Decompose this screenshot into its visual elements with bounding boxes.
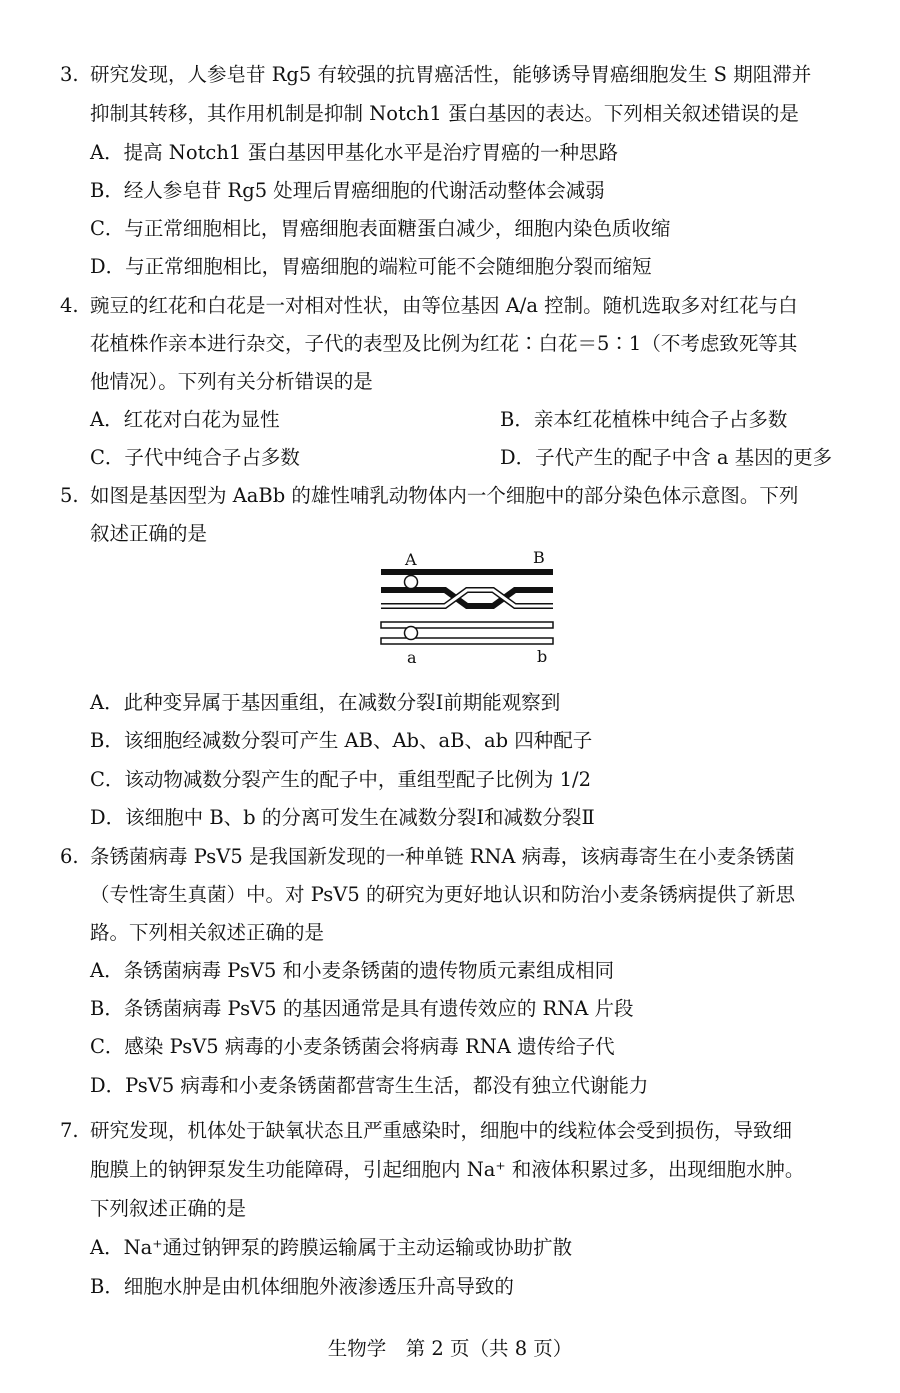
question-5-option-b: B．该细胞经减数分裂可产生 AB、Ab、aB、ab 四种配子	[90, 729, 593, 752]
question-7-option-a: A．Na⁺通过钠钾泵的跨膜运输属于主动运输或协助扩散	[90, 1236, 573, 1259]
question-4-number: 4.	[60, 294, 79, 317]
question-6-option-c: C．感染 PsV5 病毒的小麦条锈菌会将病毒 RNA 遗传给子代	[90, 1035, 615, 1058]
question-7-stem-line-3: 下列叙述正确的是	[90, 1197, 247, 1220]
question-3-option-d: D．与正常细胞相比，胃癌细胞的端粒可能不会随细胞分裂而缩短	[90, 255, 652, 278]
question-3-stem-line-1: 研究发现，人参皂苷 Rg5 有较强的抗胃癌活性，能够诱导胃癌细胞发生 S 期阻滞并	[90, 63, 812, 86]
question-6-number: 6.	[60, 845, 79, 868]
question-7-stem-line-2: 胞膜上的钠钾泵发生功能障碍，引起细胞内 Na⁺ 和液体积累过多，出现细胞水肿。	[90, 1158, 805, 1181]
question-4-stem-line-3: 他情况）。下列有关分析错误的是	[90, 370, 373, 393]
question-3-stem-line-2: 抑制其转移，其作用机制是抑制 Notch1 蛋白基因的表达。下列相关叙述错误的是	[90, 102, 799, 125]
chromatid-top-solid	[381, 569, 553, 575]
question-4-option-b: B．亲本红花植株中纯合子占多数	[500, 408, 788, 431]
question-7-option-b: B．细胞水肿是由机体细胞外液渗透压升高导致的	[90, 1275, 514, 1298]
question-6-option-b: B．条锈菌病毒 PsV5 的基因通常是具有遗传效应的 RNA 片段	[90, 997, 634, 1020]
gene-label-A: A	[405, 550, 417, 569]
question-4-stem-line-2: 花植株作亲本进行杂交，子代的表型及比例为红花∶白花＝5∶1（不考虑致死等其	[90, 332, 798, 355]
question-3-option-a: A．提高 Notch1 蛋白基因甲基化水平是治疗胃癌的一种思路	[90, 141, 619, 164]
question-4-option-a: A．红花对白花为显性	[90, 408, 280, 431]
question-4-option-c: C．子代中纯合子占多数	[90, 446, 300, 469]
question-5-stem-line-1: 如图是基因型为 AaBb 的雄性哺乳动物体内一个细胞中的部分染色体示意图。下列	[90, 484, 799, 507]
question-3-option-c: C．与正常细胞相比，胃癌细胞表面糖蛋白减少，细胞内染色质收缩	[90, 217, 671, 240]
centromere-bottom	[405, 627, 418, 640]
question-5-option-a: A．此种变异属于基因重组，在减数分裂Ⅰ前期能观察到	[90, 691, 561, 714]
question-6-option-a: A．条锈菌病毒 PsV5 和小麦条锈菌的遗传物质元素组成相同	[90, 959, 615, 982]
gene-label-a: a	[407, 648, 417, 667]
question-6-stem-line-2: （专性寄生真菌）中。对 PsV5 的研究为更好地认识和防治小麦条锈病提供了新思	[90, 883, 795, 906]
question-4-option-d: D．子代产生的配子中含 a 基因的更多	[500, 446, 833, 469]
question-6-option-d: D．PsV5 病毒和小麦条锈菌都营寄生生活，都没有独立代谢能力	[90, 1074, 649, 1097]
question-5-number: 5.	[60, 484, 79, 507]
question-3-option-b: B．经人参皂苷 Rg5 处理后胃癌细胞的代谢活动整体会减弱	[90, 179, 605, 202]
question-6-stem-line-3: 路。下列相关叙述正确的是	[90, 921, 325, 944]
page-footer: 生物学 第 2 页（共 8 页）	[327, 1337, 573, 1360]
gene-label-B: B	[533, 548, 545, 567]
question-7-stem-line-1: 研究发现，机体处于缺氧状态且严重感染时，细胞中的线粒体会受到损伤，导致细	[90, 1119, 793, 1142]
question-6-stem-line-1: 条锈菌病毒 PsV5 是我国新发现的一种单链 RNA 病毒，该病毒寄生在小麦条锈菌	[90, 845, 795, 868]
question-7-number: 7.	[60, 1119, 79, 1142]
question-3-number: 3.	[60, 63, 79, 86]
question-5-stem-line-2: 叙述正确的是	[90, 522, 208, 545]
gene-label-b: b	[537, 647, 548, 666]
question-5-option-c: C．该动物减数分裂产生的配子中，重组型配子比例为 1/2	[90, 768, 592, 791]
chromosome-crossover-figure	[375, 550, 565, 668]
question-5-option-d: D．该细胞中 B、b 的分离可发生在减数分裂Ⅰ和减数分裂Ⅱ	[90, 806, 595, 829]
centromere-top	[405, 576, 418, 589]
question-4-stem-line-1: 豌豆的红花和白花是一对相对性状，由等位基因 A/a 控制。随机选取多对红花与白	[90, 294, 798, 317]
